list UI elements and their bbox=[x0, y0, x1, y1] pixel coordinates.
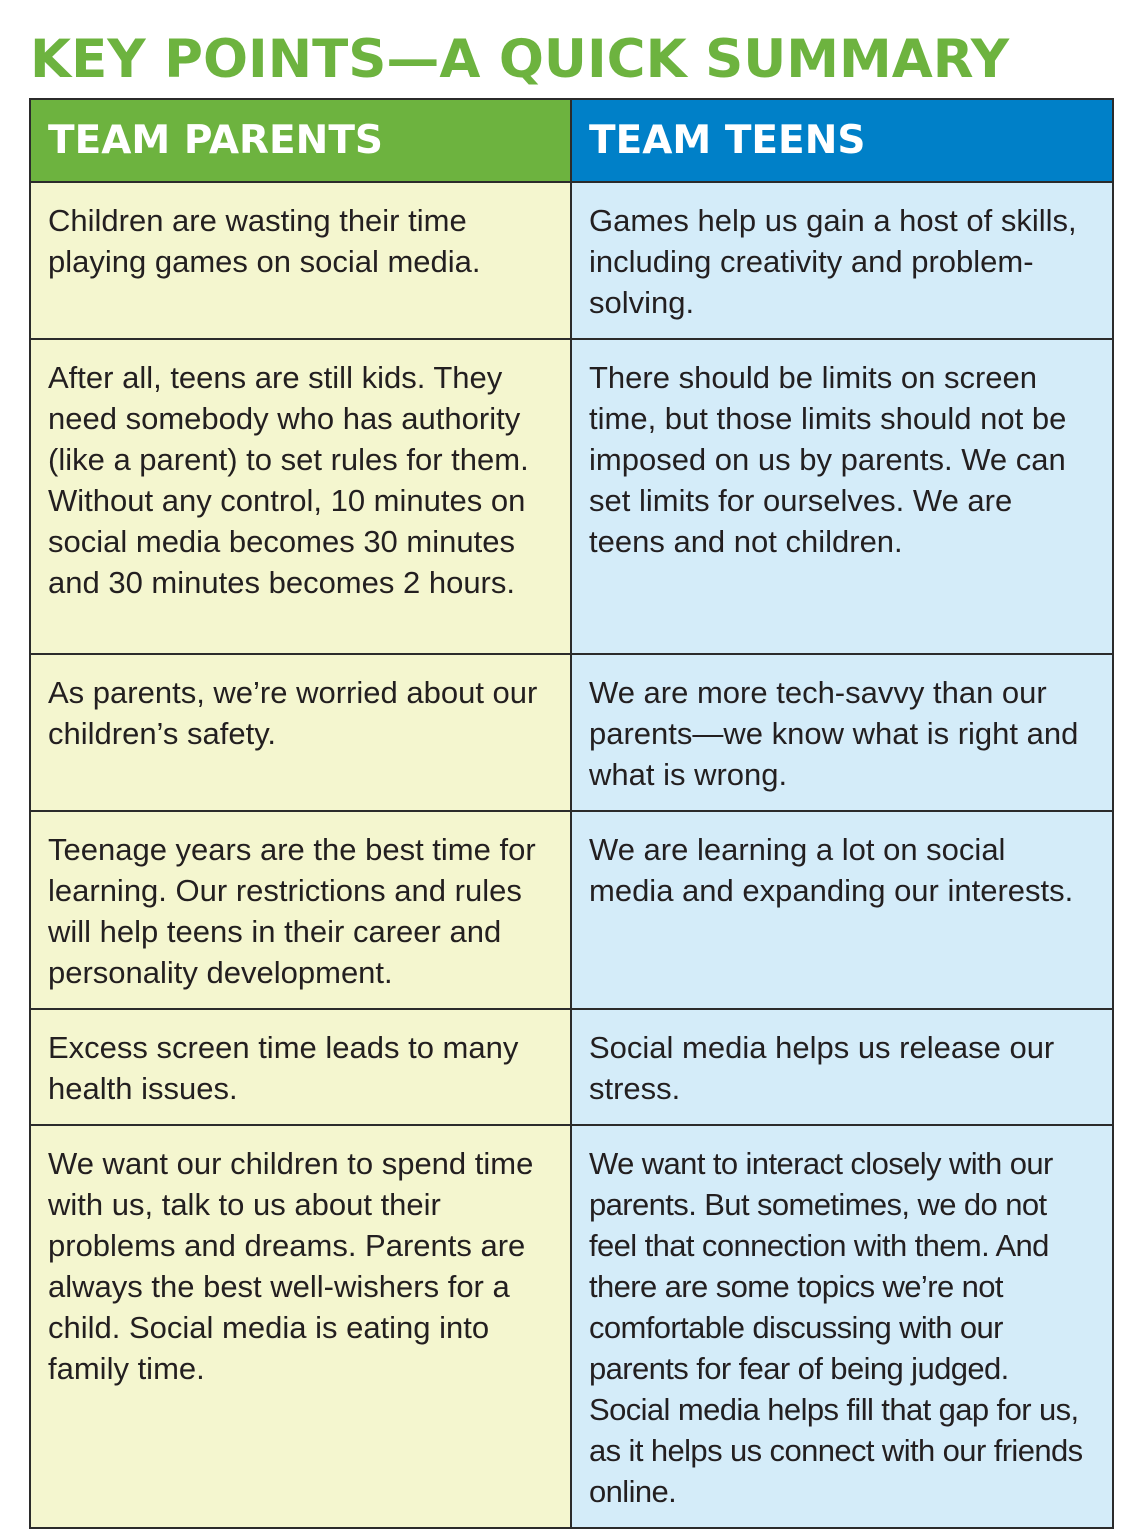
parents-point-cell: Children are wasting their time playing games on social media. bbox=[30, 182, 571, 339]
team-parents-header: TEAM PARENTS bbox=[30, 99, 571, 182]
table-header-row bbox=[30, 99, 1113, 182]
summary-table bbox=[29, 98, 1114, 1529]
parents-point-cell: As parents, we’re worried about our children’s safety. bbox=[30, 654, 571, 811]
parents-point-cell: Excess screen time leads to many health issues. bbox=[30, 1009, 571, 1125]
team-teens-header: TEAM TEENS bbox=[571, 99, 1113, 182]
table-row bbox=[30, 182, 1113, 339]
teens-point-cell: We want to interact closely with our parents. But sometimes, we do not feel that connection with them. And there are some topics we’re not comfortable discussing with our parents for fear of being judged. Social media helps fill that gap for us, as it helps us connect with our friends online. bbox=[571, 1125, 1113, 1528]
teens-point-cell: We are more tech-savvy than our parents—we know what is right and what is wrong. bbox=[571, 654, 1113, 811]
page-title: KEY POINTS—A QUICK SUMMARY bbox=[30, 29, 1010, 90]
teens-point-cell: Games help us gain a host of skills, including creativity and problem-solving. bbox=[571, 182, 1113, 339]
parents-point-cell: We want our children to spend time with us, talk to us about their problems and dreams. Parents are always the best well-wishers for a child. Social media is eating into family time. bbox=[30, 1125, 571, 1528]
teens-point-cell: Social media helps us release our stress. bbox=[571, 1009, 1113, 1125]
teens-point-cell: There should be limits on screen time, but those limits should not be imposed on us by parents. We can set limits for ourselves. We are teens and not children. bbox=[571, 339, 1113, 654]
table-row bbox=[30, 1009, 1113, 1125]
table-row bbox=[30, 1125, 1113, 1528]
teens-point-cell: We are learning a lot on social media and expanding our interests. bbox=[571, 811, 1113, 1009]
table-row bbox=[30, 654, 1113, 811]
parents-point-cell: After all, teens are still kids. They need somebody who has authority (like a parent) to set rules for them. Without any control, 10 minutes on social media becomes 30 minutes and 30 minutes becomes 2 hours. bbox=[30, 339, 571, 654]
table-row bbox=[30, 811, 1113, 1009]
table-row bbox=[30, 339, 1113, 654]
parents-point-cell: Teenage years are the best time for learning. Our restrictions and rules will help teens in their career and personality development. bbox=[30, 811, 571, 1009]
